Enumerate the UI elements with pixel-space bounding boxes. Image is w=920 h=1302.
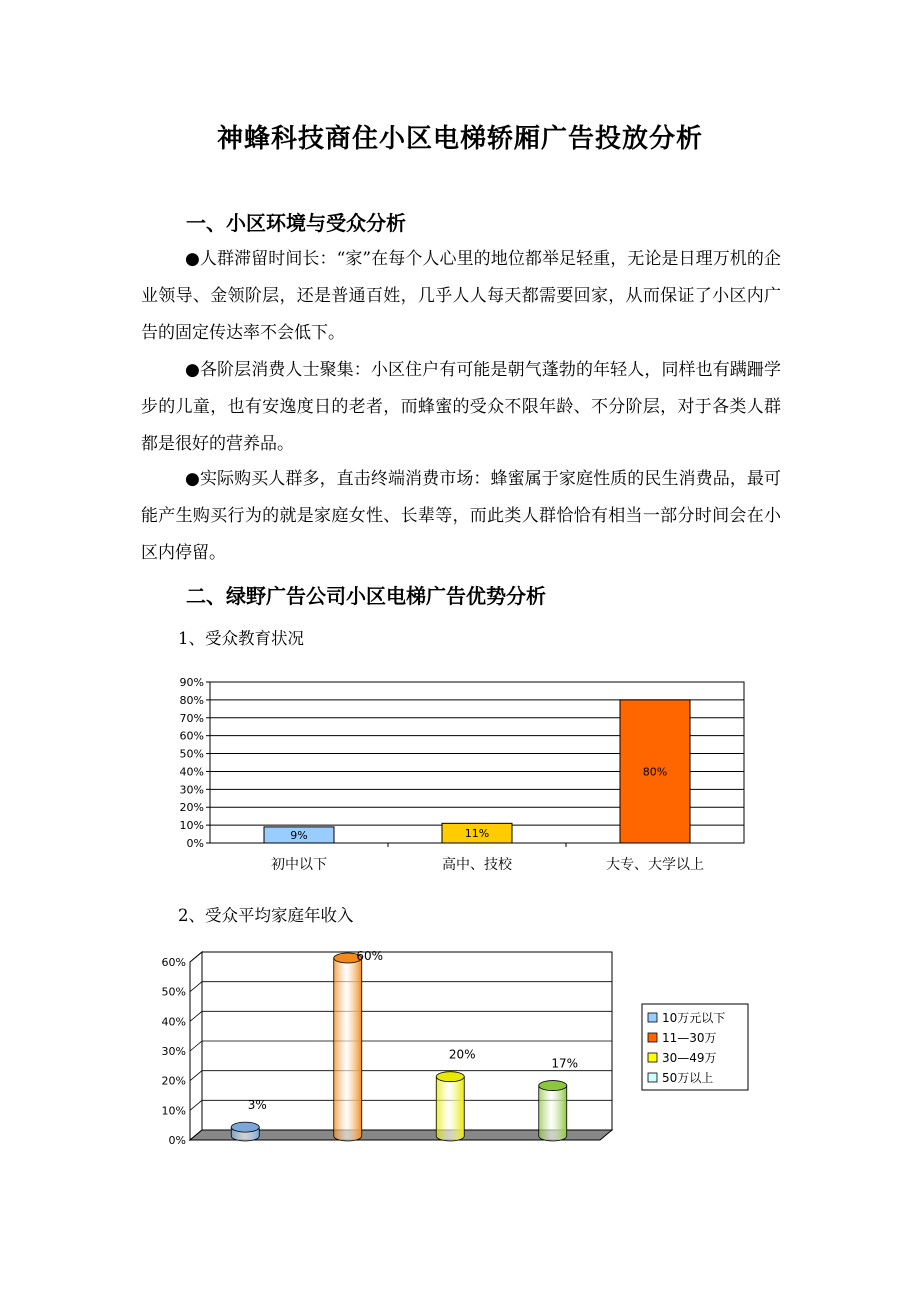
bullet-icon: ● xyxy=(185,249,200,269)
section1-heading: 一、小区环境与受众分析 xyxy=(186,211,406,235)
chart1-caption: 1、受众教育状况 xyxy=(178,629,304,648)
section2-heading: 二、绿野广告公司小区电梯广告优势分析 xyxy=(186,584,546,608)
x-category-label: 初中以下 xyxy=(271,857,327,873)
y-tick-label: 20% xyxy=(161,1074,186,1088)
y-tick-label: 40% xyxy=(179,765,204,779)
y-tick-label: 40% xyxy=(161,1015,186,1029)
legend-swatch xyxy=(648,1073,657,1082)
legend-swatch xyxy=(648,1033,657,1042)
y-tick-label: 90% xyxy=(179,676,204,689)
y-tick-label: 50% xyxy=(179,747,204,761)
y-tick-label: 0% xyxy=(168,1134,186,1147)
cylinder-top xyxy=(436,1072,464,1082)
cylinder-top xyxy=(231,1122,259,1132)
income-cylinder-chart xyxy=(150,940,770,1155)
y-tick-label: 70% xyxy=(179,711,204,725)
y-tick-label: 60% xyxy=(161,956,186,969)
data-label: 20% xyxy=(448,1047,476,1062)
legend-label: 10万元以下 xyxy=(662,1011,726,1025)
legend-label: 30—49万 xyxy=(662,1051,717,1065)
cylinder-body xyxy=(436,1077,464,1141)
paragraph-2 xyxy=(141,352,781,463)
cylinder-body xyxy=(334,958,362,1141)
paragraph-2-text: 小区住户有可能是朝气蓬勃的年轻人，同样也有蹒跚学步的儿童，也有安逸度日的老者，而蜂蜜的受众不限年龄、不分阶层，对于各类人群都是很好的营养品。 xyxy=(141,360,782,454)
chart2-caption: 2、受众平均家庭年收入 xyxy=(178,906,354,925)
x-category-label: 高中、技校 xyxy=(442,857,512,873)
y-tick-label: 80% xyxy=(179,693,204,707)
paragraph-1-lead: 人群滞留时间长： xyxy=(199,249,337,269)
data-label: 60% xyxy=(356,949,384,963)
x-category-label: 大专、大学以上 xyxy=(606,857,704,873)
y-tick-label: 10% xyxy=(161,1104,186,1118)
data-label: 11% xyxy=(464,827,490,841)
y-tick-label: 30% xyxy=(161,1045,186,1058)
data-label: 80% xyxy=(642,765,668,779)
cylinder-top xyxy=(539,1081,567,1091)
paragraph-3 xyxy=(141,461,781,572)
y-tick-label: 50% xyxy=(161,985,186,999)
bullet-icon: ● xyxy=(185,360,200,380)
y-tick-label: 10% xyxy=(179,819,204,833)
data-label: 17% xyxy=(551,1056,579,1071)
paragraph-3-lead: 实际购买人群多，直击终端消费市场： xyxy=(199,469,491,489)
bullet-icon: ● xyxy=(185,469,200,489)
legend-label: 11—30万 xyxy=(662,1031,717,1045)
paragraph-1-text: “家”在每个人心里的地位都举足轻重，无论是日理万机的企业领导、金领阶层，还是普通百姓，几乎人人每天都需要回家，从而保证了小区内广告的固定传达率不会低下。 xyxy=(141,249,781,343)
education-bar-chart xyxy=(150,668,770,883)
y-tick-label: 60% xyxy=(179,729,204,743)
cylinder-body xyxy=(539,1086,567,1141)
page-title: 神蜂科技商住小区电梯轿厢广告投放分析 xyxy=(216,124,703,154)
legend-swatch xyxy=(648,1013,657,1022)
data-label: 9% xyxy=(290,828,308,842)
legend xyxy=(642,1004,748,1090)
paragraph-1 xyxy=(141,241,781,352)
y-tick-label: 0% xyxy=(186,837,204,850)
paragraph-3-text: 蜂蜜属于家庭性质的民生消费品，最可能产生购买行为的就是家庭女性、长辈等，而此类人群恰恰有相当一部分时间会在小区内停留。 xyxy=(141,469,782,563)
paragraph-2-lead: 各阶层消费人士聚集： xyxy=(199,360,371,380)
y-tick-label: 30% xyxy=(179,783,204,797)
y-tick-label: 20% xyxy=(179,801,204,815)
data-label: 3% xyxy=(247,1098,267,1113)
legend-swatch xyxy=(648,1053,657,1062)
legend-label: 50万以上 xyxy=(662,1071,714,1085)
